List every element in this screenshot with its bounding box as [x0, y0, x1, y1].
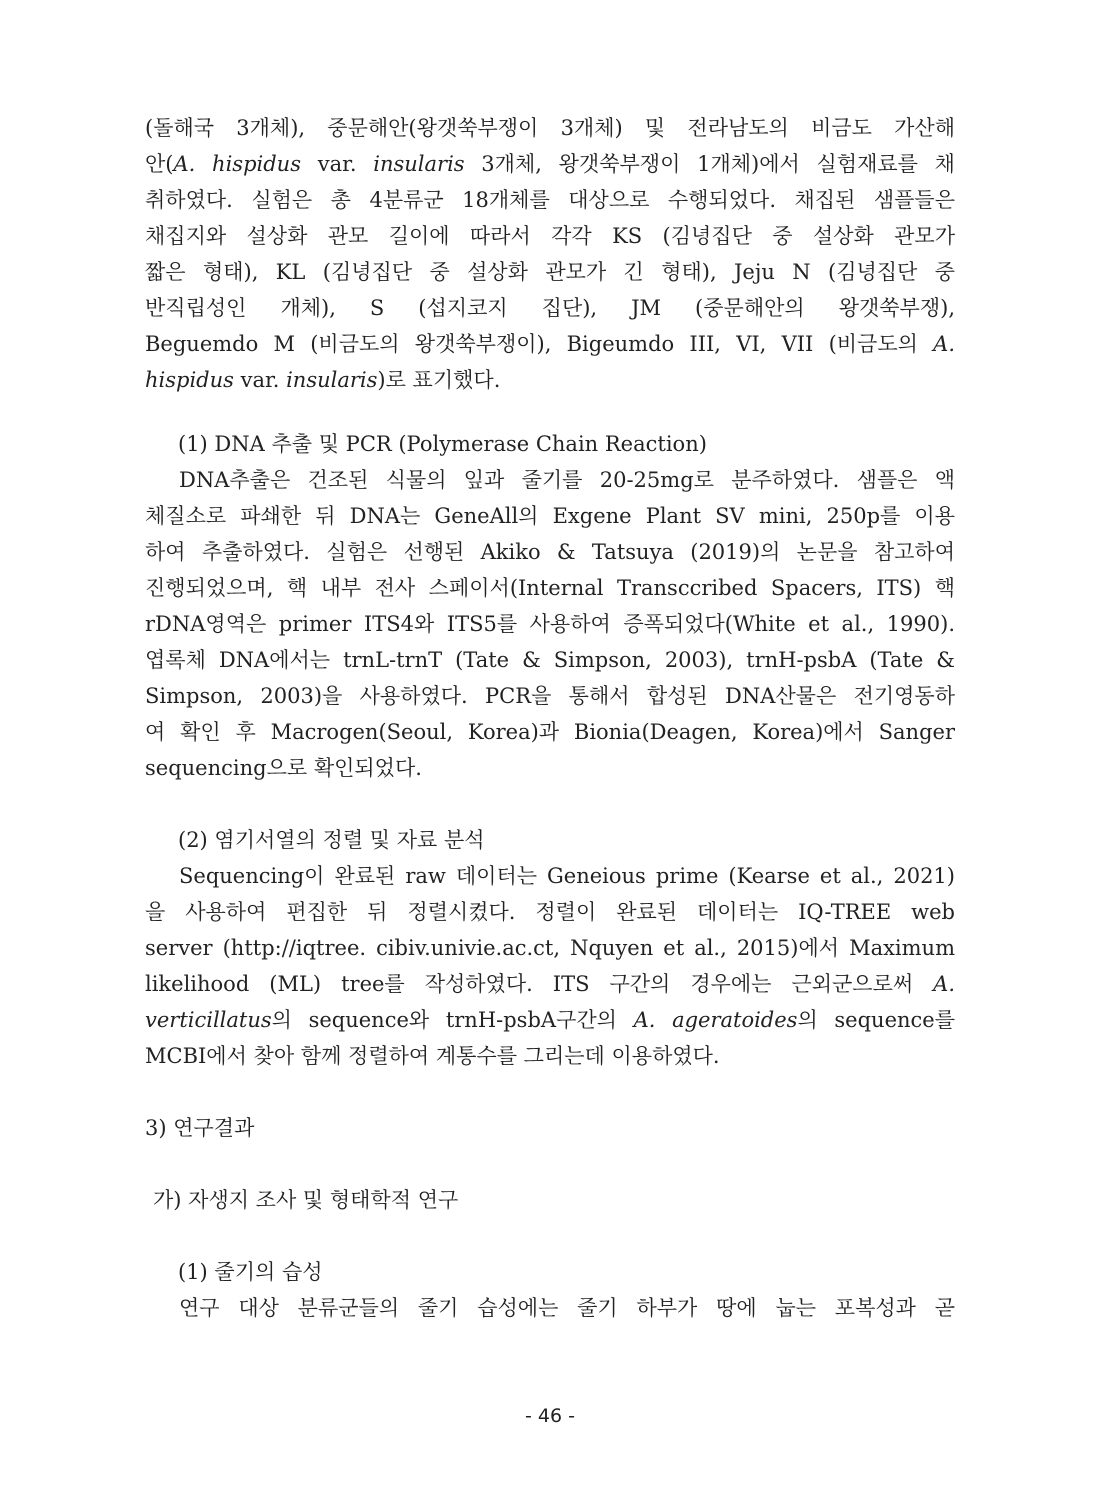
text-line: 연구 대상 분류군들의 줄기 습성에는 줄기 하부가 땅에 눕는 포복성과 곧	[179, 1296, 955, 1320]
text-line: DNA추출은 건조된 식물의 잎과 줄기를 20-25mg로 분주하였다. 샘플은 액	[179, 468, 955, 492]
text-span: likelihood (ML) tree를 작성하였다. ITS 구간의 경우에는 근외군으로써	[145, 972, 934, 996]
species-name: A. hispidus	[173, 152, 301, 176]
page-number: - 46 -	[525, 1405, 575, 1427]
text-span: 의 sequence를	[797, 1008, 955, 1032]
species-name: A.	[933, 332, 955, 356]
text-span: 3개체, 왕갯쑥부쟁이 1개체)에서 실험재료를 채	[464, 152, 955, 176]
text-line	[145, 146, 955, 182]
text-line: 엽록체 DNA에서는 trnL-trnT (Tate & Simpson, 2003), trnH-psbA (Tate &	[145, 648, 955, 672]
text-line	[145, 326, 955, 362]
text-line: 여 확인 후 Macrogen(Seoul, Korea)과 Bionia(Deagen, Korea)에서 Sanger	[145, 720, 955, 744]
section-heading-dna-extraction: (1) DNA 추출 및 PCR (Polymerase Chain Reaction)	[178, 432, 707, 456]
text-line: Simpson, 2003)을 사용하였다. PCR을 통해서 합성된 DNA산물은 전기영동하	[145, 684, 955, 708]
text-line: server (http://iqtree. cibiv.univie.ac.ct, Nquyen et al., 2015)에서 Maximum	[145, 936, 955, 960]
text-line: MCBI에서 찾아 함께 정렬하여 계통수를 그리는데 이용하였다.	[145, 1044, 720, 1068]
text-line: 반직립성인 개체), S (섭지코지 집단), JM (중문해안의 왕갯쑥부쟁),	[145, 296, 955, 320]
text-line: sequencing으로 확인되었다.	[145, 756, 422, 780]
text-line: 을 사용하여 편집한 뒤 정렬시켰다. 정렬이 완료된 데이터는 IQ-TREE web	[145, 900, 955, 924]
species-name: verticillatus	[145, 1008, 272, 1032]
subsection-heading: 가) 자생지 조사 및 형태학적 연구	[153, 1188, 459, 1212]
text-line: 진행되었으며, 핵 내부 전사 스페이서(Internal Transccribed Spacers, ITS) 핵	[145, 576, 955, 600]
text-span: )로 표기했다.	[377, 368, 501, 392]
text-line: 채집지와 설상화 관모 길이에 따라서 각각 KS (김녕집단 중 설상화 관모가	[145, 224, 955, 248]
species-name: A. ageratoides	[633, 1008, 798, 1032]
variety-name: insularis	[286, 368, 378, 392]
text-line: rDNA영역은 primer ITS4와 ITS5를 사용하여 증폭되었다(White et al., 1990).	[145, 612, 955, 636]
text-span: 의 sequence와 trnH-psbA구간의	[271, 1008, 634, 1032]
variety-name: insularis	[373, 152, 465, 176]
text-span: 안(	[145, 152, 174, 176]
text-line: 취하였다. 실험은 총 4분류군 18개체를 대상으로 수행되었다. 채집된 샘플들은	[145, 188, 955, 212]
text-span: Beguemdo M (비금도의 왕갯쑥부쟁이), Bigeumdo III, VI, VII (비금도의	[145, 332, 934, 356]
text-line	[145, 1002, 955, 1038]
species-name: A.	[933, 972, 955, 996]
text-line: 짧은 형태), KL (김녕집단 중 설상화 관모가 긴 형태), Jeju N (김녕집단 중	[145, 260, 955, 284]
text-line: Sequencing이 완료된 raw 데이터는 Geneious prime (Kearse et al., 2021)	[179, 864, 955, 888]
intro-paragraph	[145, 110, 955, 398]
text-line: 하여 추출하였다. 실험은 선행된 Akiko & Tatsuya (2019)의 논문을 참고하여	[145, 540, 955, 564]
section-heading-stem-habit: (1) 줄기의 습성	[178, 1260, 323, 1284]
dna-extraction-paragraph	[145, 462, 955, 786]
section-heading-sequence-alignment: (2) 염기서열의 정렬 및 자료 분석	[178, 828, 485, 852]
stem-habit-paragraph	[145, 1290, 955, 1326]
text-span: var.	[300, 152, 374, 176]
results-heading: 3) 연구결과	[145, 1116, 255, 1140]
text-line	[145, 362, 955, 398]
text-span: var.	[233, 368, 287, 392]
text-line: (돌해국 3개체), 중문해안(왕갯쑥부쟁이 3개체) 및 전라남도의 비금도 가산해	[145, 116, 955, 140]
text-line	[145, 966, 955, 1002]
species-name: hispidus	[145, 368, 234, 392]
sequence-analysis-paragraph	[145, 858, 955, 1074]
text-line: 체질소로 파쇄한 뒤 DNA는 GeneAll의 Exgene Plant SV mini, 250p를 이용	[145, 504, 955, 528]
